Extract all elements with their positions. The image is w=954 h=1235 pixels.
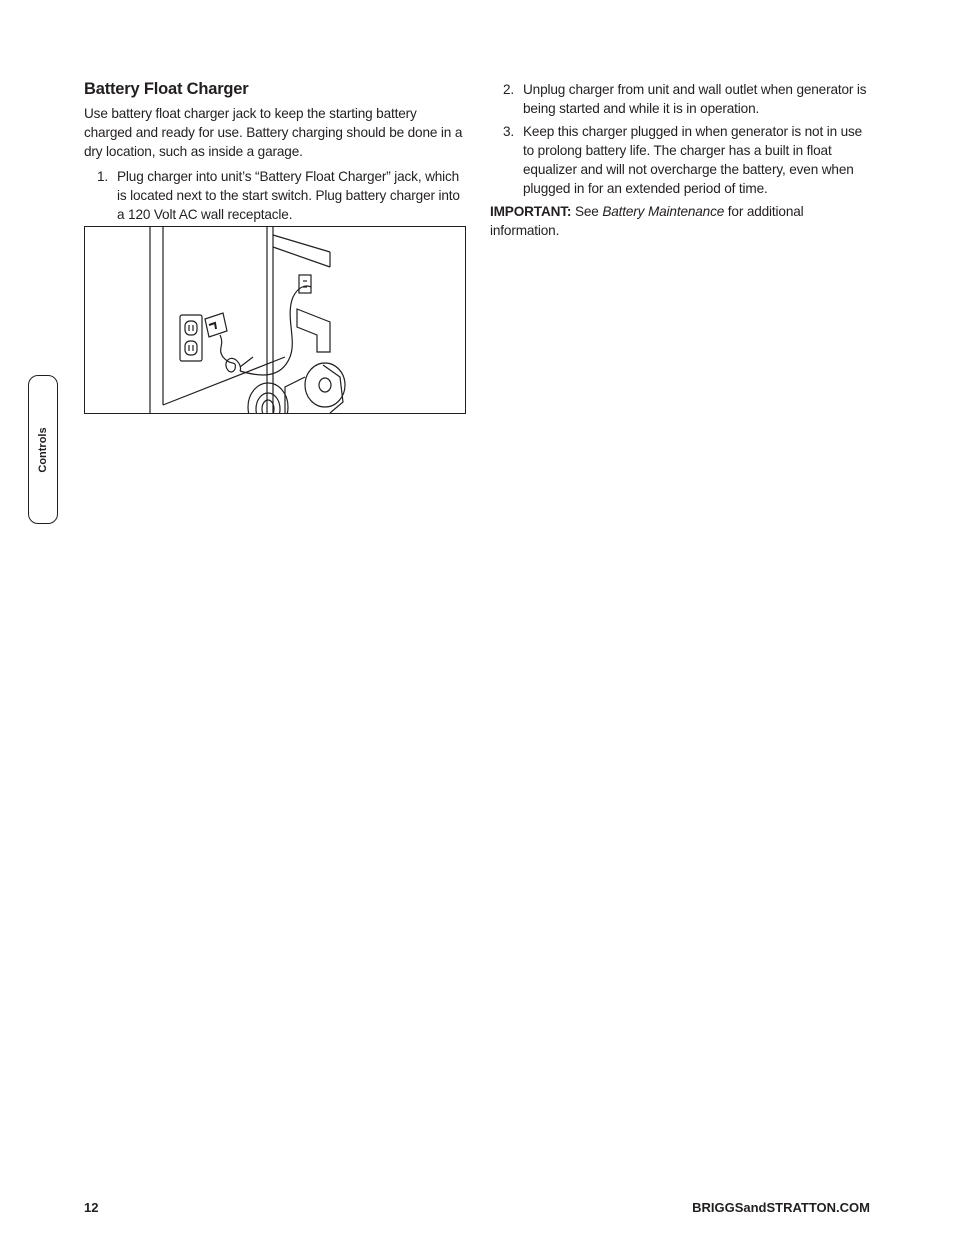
step-item: [490, 80, 870, 118]
important-pre: See: [571, 204, 603, 219]
step-item: [490, 122, 870, 198]
battery-maintenance-reference: Battery Maintenance: [602, 204, 725, 219]
step-number: 2.: [503, 82, 515, 97]
charger-illustration-drawing: [85, 227, 465, 413]
step-text: Plug charger into unit’s “Battery Float Charger” jack, which is located next to the start switch. Plug battery charger into a 120 Volt AC wall receptacle.: [117, 169, 460, 222]
important-label: IMPORTANT:: [490, 204, 572, 219]
intro-paragraph: Use battery float charger jack to keep the starting battery charged and ready for use. Battery charging should be done in a dry location, such as inside a garage.: [84, 106, 463, 159]
step-number: 1.: [97, 169, 109, 184]
step-number: 3.: [503, 124, 515, 139]
right-column: [490, 80, 870, 240]
important-post: for additional information.: [490, 204, 804, 238]
important-note: [490, 202, 870, 240]
steps-list-right: [490, 80, 870, 198]
section-title: Battery Float Charger: [84, 80, 249, 98]
section-side-tab: [28, 375, 58, 524]
step-text: Unplug charger from unit and wall outlet when generator is being started and while it is in operation.: [523, 82, 867, 116]
steps-list-left: [84, 167, 464, 224]
left-column: [84, 80, 464, 228]
footer-website: BRIGGSandSTRATTON.COM: [692, 1200, 870, 1215]
step-text: Keep this charger plugged in when generator is not in use to prolong battery life. The charger has a built in float equalizer and will not overcharge the battery, even when plugged in for an extended period of time.: [523, 124, 863, 196]
side-tab-label: Controls: [37, 426, 49, 473]
step-item: [84, 167, 464, 224]
charger-illustration: [84, 226, 466, 414]
page-number: 12: [84, 1200, 99, 1215]
